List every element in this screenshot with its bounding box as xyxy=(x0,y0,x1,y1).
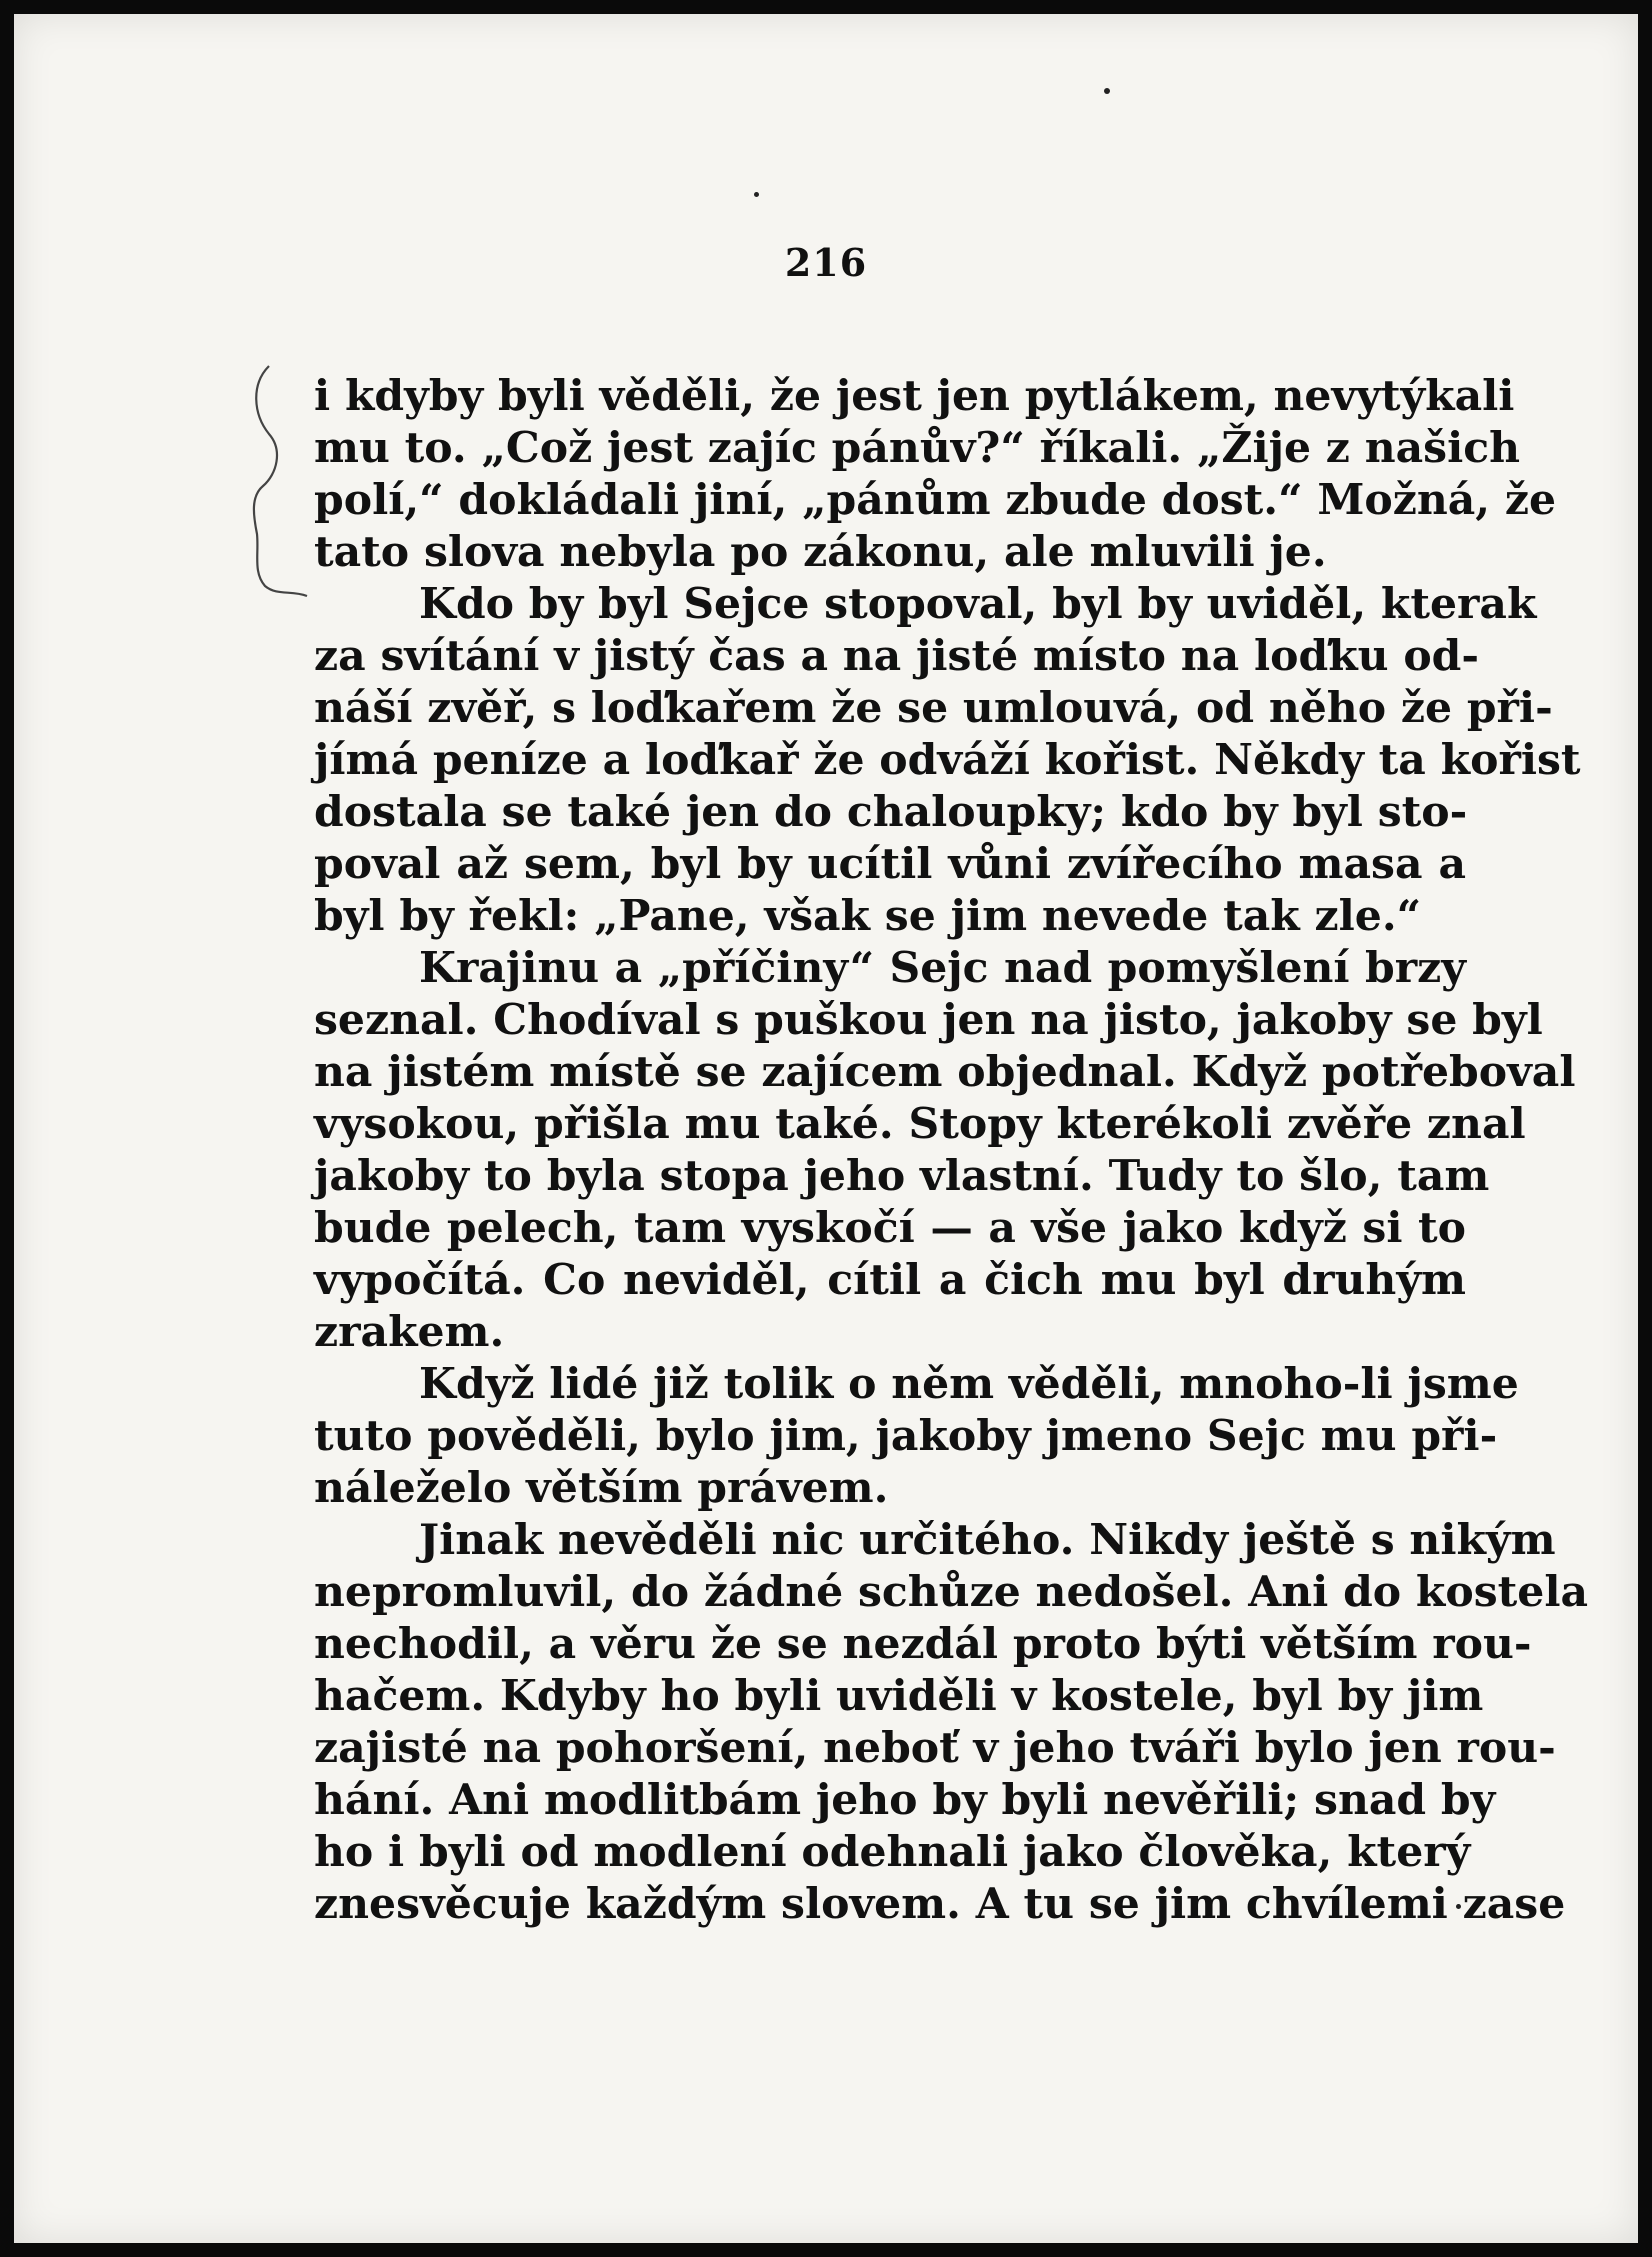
text-line: i kdyby byli věděli, že jest jen pytlákem, nevytýkali xyxy=(314,371,1515,421)
text-line: náleželo větším právem. xyxy=(314,1463,889,1513)
text-line: Kdo by byl Sejce stopoval, byl by uviděl, kterak xyxy=(419,579,1537,629)
body-text xyxy=(314,370,1589,1930)
text-line: nechodil, a věru že se nezdál proto býti větším rou- xyxy=(314,1619,1532,1669)
text-line: seznal. Chodíval s puškou jen na jisto, jakoby se byl xyxy=(314,995,1543,1045)
text-line: Když lidé již tolik o něm věděli, mnoho-li jsme xyxy=(419,1359,1519,1409)
paragraph xyxy=(314,942,1576,1358)
text-line: vypočítá. Co neviděl, cítil a čich mu byl druhým xyxy=(314,1255,1466,1305)
paragraph xyxy=(314,1358,1519,1514)
text-line: jímá peníze a loďkař že odváží kořist. Někdy ta kořist xyxy=(314,735,1581,785)
speck xyxy=(1104,88,1110,94)
text-line: poval až sem, byl by ucítil vůni zvířecího masa a xyxy=(314,839,1466,889)
text-line: bude pelech, tam vyskočí — a vše jako když si to xyxy=(314,1203,1466,1253)
text-line: Krajinu a „příčiny“ Sejc nad pomyšlení brzy xyxy=(419,943,1466,993)
paragraph xyxy=(314,578,1581,942)
text-line: znesvěcuje každým slovem. A tu se jim chvílemi zase xyxy=(314,1879,1566,1929)
speck xyxy=(754,192,759,197)
text-line: hání. Ani modlitbám jeho by byli nevěřili; snad by xyxy=(314,1775,1496,1825)
margin-bracket-mark xyxy=(247,364,317,604)
text-line: dostala se také jen do chaloupky; kdo by byl sto- xyxy=(314,787,1468,837)
text-line: za svítání v jistý čas a na jisté místo na loďku od- xyxy=(314,631,1480,681)
text-line: tuto pověděli, bylo jim, jakoby jmeno Sejc mu při- xyxy=(314,1411,1498,1461)
text-line: ho i byli od modlení odehnali jako člověka, který xyxy=(314,1827,1471,1877)
text-line: vysokou, přišla mu také. Stopy kterékoli zvěře znal xyxy=(314,1099,1526,1149)
text-line: na jistém místě se zajícem objednal. Když potřeboval xyxy=(314,1047,1576,1097)
text-line: nepromluvil, do žádné schůze nedošel. Ani do kostela xyxy=(314,1567,1589,1617)
book-page xyxy=(14,14,1638,2243)
text-line: byl by řekl: „Pane, však se jim nevede tak zle.“ xyxy=(314,891,1422,941)
text-line: tato slova nebyla po zákonu, ale mluvili je. xyxy=(314,527,1327,577)
text-line: náší zvěř, s loďkařem že se umlouvá, od něho že při- xyxy=(314,683,1553,733)
text-line: zrakem. xyxy=(314,1307,505,1357)
text-line: hačem. Kdyby ho byli uviděli v kostele, byl by jim xyxy=(314,1671,1484,1721)
text-line: jakoby to byla stopa jeho vlastní. Tudy to šlo, tam xyxy=(314,1151,1490,1201)
page-number: 216 xyxy=(784,240,868,285)
text-line: mu to. „Což jest zajíc pánův?“ říkali. „Žije z našich xyxy=(314,423,1521,473)
text-line: Jinak nevěděli nic určitého. Nikdy ještě s nikým xyxy=(419,1515,1556,1565)
text-line: zajisté na pohoršení, neboť v jeho tváři bylo jen rou- xyxy=(314,1723,1556,1773)
paragraph xyxy=(314,1514,1589,1930)
paragraph xyxy=(314,370,1557,578)
text-line: polí,“ dokládali jiní, „pánům zbude dost.“ Možná, že xyxy=(314,475,1557,525)
